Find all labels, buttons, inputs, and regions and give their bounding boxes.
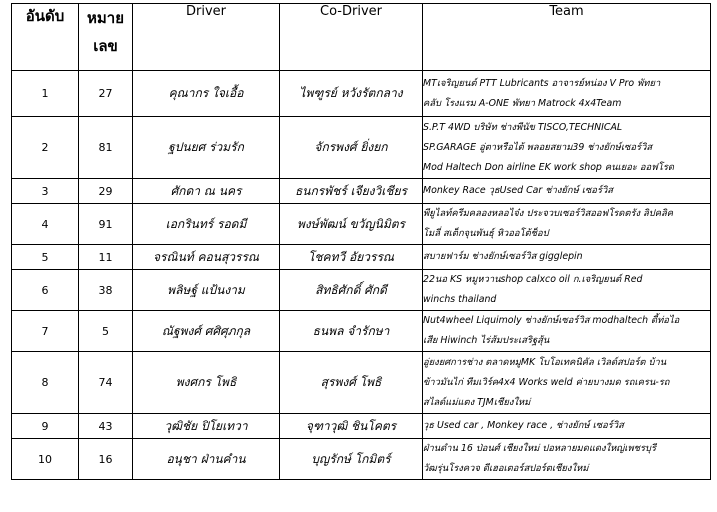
table-row [12,311,711,352]
number-cell: 81 [79,117,133,179]
team-line: Nut4wheel Liquimoly ช่างยักษ์เซอร์วิส modhaltech ดี้ท่อไอ [423,315,680,326]
team-line: วุธ Used car , Monkey race , ช่างยักษ์ เซอร์วิส [423,420,624,431]
team-cell [423,270,711,311]
driver-cell: เอกรินทร์ รอดมี [133,204,280,245]
team-line: อู่ยงยศการช่าง ตลาดหมูMK โบโอเทคนิคัล เวิลด์สปอร์ต บ้าน [423,356,667,368]
codriver-cell: สุรพงศ์ โพธิ [280,352,423,414]
team-cell [423,204,711,245]
codriver-cell: สิทธิศักดิ์ ศักดี [280,270,423,311]
rank-cell: 2 [12,117,79,179]
team-line: Mod Haltech Don airline EK work shop คนเยอะ ออฟโรด [423,161,674,173]
team-line: ฝ่านดำน 16 ป่อนศ์ เชียงใหม่ ปอหลายมดแดงใหญ่เพชรบุรี [423,443,657,454]
team-cell [423,245,711,270]
number-cell: 16 [79,439,133,480]
team-cell [423,414,711,439]
header-row [12,4,711,71]
number-cell: 5 [79,311,133,352]
team-line: SP.GARAGE อู่ตาหรือไต้ พลอยสยาม39 ช่างยักษ์เซอร์วิส [423,141,653,153]
team-line: วัฒรุ่นโรงควจ ดีเฮอเตอร์สปอร์ตเชียงใหม่ [423,463,589,474]
driver-cell: ฐปนยศ ร่วมรัก [133,117,280,179]
driver-cell: พลิษฐ์ แป้นงาม [133,270,280,311]
team-line: พียูไลท์ครีมคลองหลอไจ๋ง ประจวบเซอร์วิสออฟโรดตรัง ลิปคลิค [423,208,674,219]
number-cell: 74 [79,352,133,414]
driver-cell: พงศกร โพธิ [133,352,280,414]
codriver-cell: จุฑาวุฒิ ชินโคตร [280,414,423,439]
number-header [79,4,133,71]
table-row [12,270,711,311]
team-line: คลับ โรงแรม A-ONE พัทยา Matrock 4x4Team [423,97,622,109]
number-header-line2: เลข [93,37,118,55]
number-header-line1: หมาย [87,9,124,27]
codriver-cell: บุญรักษ์ โกมิตร์ [280,439,423,480]
team-line: winchs thailand [423,294,497,305]
team-line: เสีย Hiwinch ไร่ส้มประเสริฐสุ้น [423,335,550,346]
rank-cell: 8 [12,352,79,414]
rank-cell: 1 [12,71,79,117]
team-line: Monkey Race วุธUsed Car ช่างยักษ์ เซอร์วิส [423,185,613,196]
team-line: ข้าวมันไก่ ทีมเวิร์ค4x4 Works weld ค่ายบางมด รถเครน-รถ [423,376,670,388]
codriver-cell: จักรพงศ์ ยิ่งยก [280,117,423,179]
codriver-header: Co-Driver [280,4,423,71]
team-cell [423,179,711,204]
number-cell: 91 [79,204,133,245]
team-line: สบายฟาร์ม ช่างยักษ์เซอร์วิส gigglepin [423,251,583,262]
number-cell: 27 [79,71,133,117]
rank-cell: 6 [12,270,79,311]
driver-cell: อนุชา ฝ่านคำน [133,439,280,480]
team-cell [423,117,711,179]
codriver-cell: โชคทวี อัยวรรณ [280,245,423,270]
rank-cell: 7 [12,311,79,352]
team-cell [423,311,711,352]
team-line: สไลด์แม่แตง TJMเชียงใหม่ [423,396,531,408]
results-table [11,3,711,480]
rank-cell: 3 [12,179,79,204]
number-cell: 43 [79,414,133,439]
rank-cell: 5 [12,245,79,270]
number-cell: 29 [79,179,133,204]
driver-cell: คุณากร ใจเอื้อ [133,71,280,117]
team-cell [423,439,711,480]
rank-cell: 4 [12,204,79,245]
table-row [12,414,711,439]
rank-cell: 9 [12,414,79,439]
table-row [12,204,711,245]
team-cell [423,352,711,414]
number-cell: 11 [79,245,133,270]
team-line: S.P.T 4WD บริษัท ช่างพีนัข TISCO,TECHNICAL [423,121,623,133]
team-line: โมลี่ สเต็กจุนพันธุ์ หิวออโต้ช็อป [423,228,549,239]
table-row [12,179,711,204]
rank-header: อันดับ [12,4,79,71]
table-row [12,245,711,270]
number-cell: 38 [79,270,133,311]
codriver-cell: พงษ์พัฒน์ ขวัญนิมิตร [280,204,423,245]
table-row [12,439,711,480]
team-line: 22นอ KS หมูหวานshop calxco oil ก.เจริญยนต์ Red [423,274,643,285]
rank-cell: 10 [12,439,79,480]
driver-cell: จรณินท์ คอนสุวรรณ [133,245,280,270]
codriver-cell: ธนกรพัชร์ เจียงวิเชียร [280,179,423,204]
team-header: Team [423,4,711,71]
codriver-cell: ไพฑูรย์ หวังรัตกลาง [280,71,423,117]
team-cell [423,71,711,117]
table-row [12,117,711,179]
table-row [12,71,711,117]
driver-cell: วุฒิชัย ปิโยเทวา [133,414,280,439]
driver-header: Driver [133,4,280,71]
codriver-cell: ธนพล จำรักษา [280,311,423,352]
driver-cell: ศักดา ณ นคร [133,179,280,204]
table-body [12,71,711,480]
driver-cell: ณัฐพงศ์ ศศิศุภกุล [133,311,280,352]
team-line: MTเจริญยนต์ PTT Lubricants อาจารย์หน่อง V Pro พัทยา [423,77,661,89]
table-row [12,352,711,414]
